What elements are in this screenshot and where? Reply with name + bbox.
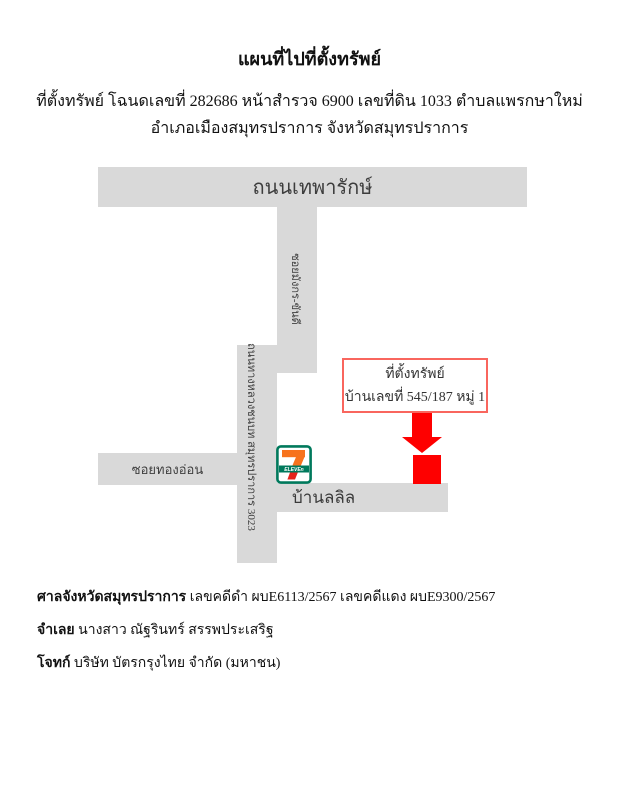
defendant-line <box>37 621 495 654</box>
down-arrow-icon <box>400 412 444 454</box>
road-thepharak <box>98 167 527 207</box>
plaintiff-label: โจทก์ <box>37 656 71 671</box>
road-soi-thong-on <box>98 453 237 485</box>
page-title: แผนที่ไปที่ตั้งทรัพย์ <box>237 49 382 69</box>
property-description-line2: อำเภอเมืองสมุทรปราการ จังหวัดสมุทรปราการ <box>150 120 469 137</box>
road-thepharak-label: ถนนเทพารักษ์ <box>252 177 373 199</box>
property-label-line1: ที่ตั้งทรัพย์ <box>385 366 445 382</box>
court-name: ศาลจังหวัดสมุทรปราการ <box>37 590 187 605</box>
plaintiff-name: บริษัท บัตรกรุงไทย จำกัด (มหาชน) <box>73 656 281 671</box>
road-soi-mangkon-khandi-label: ซอยมังกร-ขันดี <box>289 253 301 325</box>
road-rural-3023-label: ถนนทางหลวงชนบท สมุทรปราการ 3023 <box>245 343 257 531</box>
defendant-label: จำเลย <box>37 623 75 638</box>
case-details <box>37 588 495 687</box>
defendant-name: นางสาว ณัฐรินทร์ สรรพประเสริฐ <box>78 623 274 638</box>
seven-eleven-icon <box>276 445 312 484</box>
road-baan-lalin <box>277 483 448 512</box>
property-label-line2: บ้านเลขที่ 545/187 หมู่ 1 <box>344 389 486 405</box>
road-baan-lalin-label: บ้านลลิล <box>292 488 356 507</box>
seven-eleven-wordmark: ELEVEn <box>284 467 304 474</box>
road-soi-thong-on-label: ซอยทองอ่อน <box>131 461 204 477</box>
case-numbers: เลขคดีดำ ผบE6113/2567 เลขคดีแดง ผบE9300/2567 <box>189 590 496 605</box>
property-marker-square <box>413 455 441 484</box>
property-description-line1: ที่ตั้งทรัพย์ โฉนดเลขที่ 282686 หน้าสำรวจ 6900 เลขที่ดิน 1033 ตำบลแพรกษาใหม่ <box>36 93 583 110</box>
plaintiff-line <box>37 654 495 687</box>
property-label-box <box>342 358 488 413</box>
court-case-line <box>37 588 495 621</box>
